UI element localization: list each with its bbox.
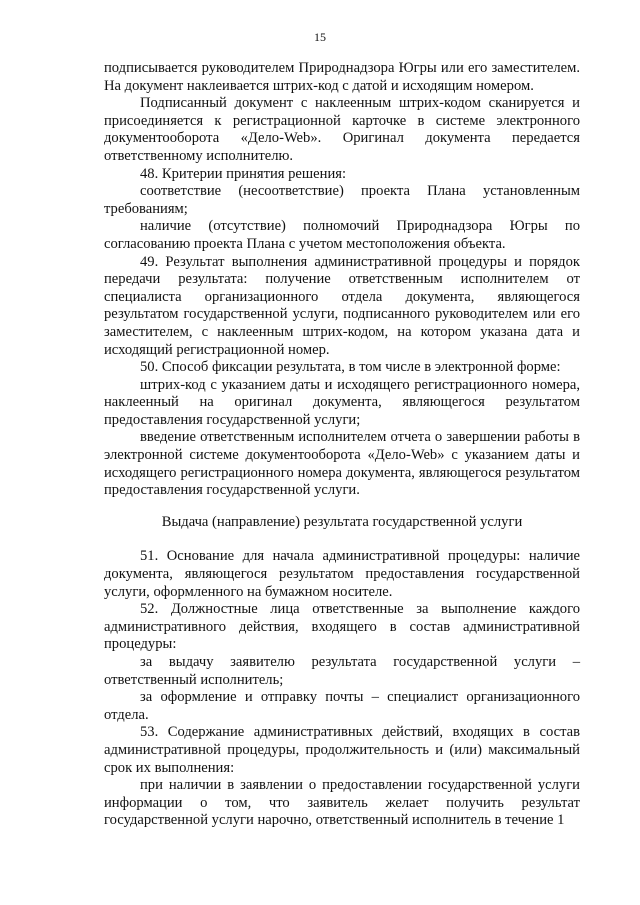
paragraph: введение ответственным исполнителем отчета о завершении работы в электронной системе документооборота «Дело-Web» с указанием даты и исходящего регистрационного номера документа, являющегося результатом предоставления государственной услуги. [104, 429, 580, 499]
paragraph: 48. Критерии принятия решения: [140, 165, 347, 182]
page-number: 15 [314, 30, 326, 44]
paragraph: штрих-код с указанием даты и исходящего регистрационного номера, наклеенный на оригинал документа, являющегося результатом предоставления государственной услуги; [104, 376, 580, 428]
paragraph: за выдачу заявителю результата государственной услуги – ответственный исполнитель; [104, 654, 580, 688]
paragraph: 49. Результат выполнения административной процедуры и порядок передачи результата: получение ответственным исполнителем от специалиста организационного отдела документа, являющегося результатом государственной услуги, подписанного руководителем или его заместителем, с наклеенным штрих-кодом, на котором указана дата и исходящий регистрационной номер. [104, 253, 580, 358]
paragraph: соответствие (несоответствие) проекта Плана установленным требованиям; [104, 183, 580, 217]
paragraph: подписывается руководителем Природнадзора Югры или его заместителем. На документ наклеивается штрих-код с датой и исходящим номером. [104, 60, 580, 94]
paragraph: при наличии в заявлении о предоставлении государственной услуги информации о том, что заявитель желает получить результат государственной услуги нарочно, ответственный исполнитель в течение 1 [104, 777, 580, 829]
paragraph: за оформление и отправку почты – специалист организационного отдела. [104, 689, 580, 723]
paragraph: наличие (отсутствие) полномочий Природнадзора Югры по согласованию проекта Плана с учетом местоположения объекта. [104, 218, 580, 252]
document-body [104, 60, 580, 830]
paragraph: 51. Основание для начала административной процедуры: наличие документа, являющегося результатом предоставления государственной услуги, оформленного на бумажном носителе. [104, 548, 580, 600]
paragraph: 50. Способ фиксации результата, в том числе в электронной форме: [140, 359, 561, 376]
section-heading: Выдача (направление) результата государственной услуги [161, 513, 523, 530]
paragraph: 53. Содержание административных действий, входящих в состав административной процедуры, продолжительность и (или) максимальный срок их выполнения: [104, 724, 580, 776]
paragraph: Подписанный документ с наклеенным штрих-кодом сканируется и присоединяется к регистрационной карточке в системе электронного документооборота «Дело-Web». Оригинал документа передается ответственному исполнителю. [104, 95, 580, 164]
paragraph: 52. Должностные лица ответственные за выполнение каждого административного действия, входящего в состав административной процедуры: [104, 601, 580, 653]
